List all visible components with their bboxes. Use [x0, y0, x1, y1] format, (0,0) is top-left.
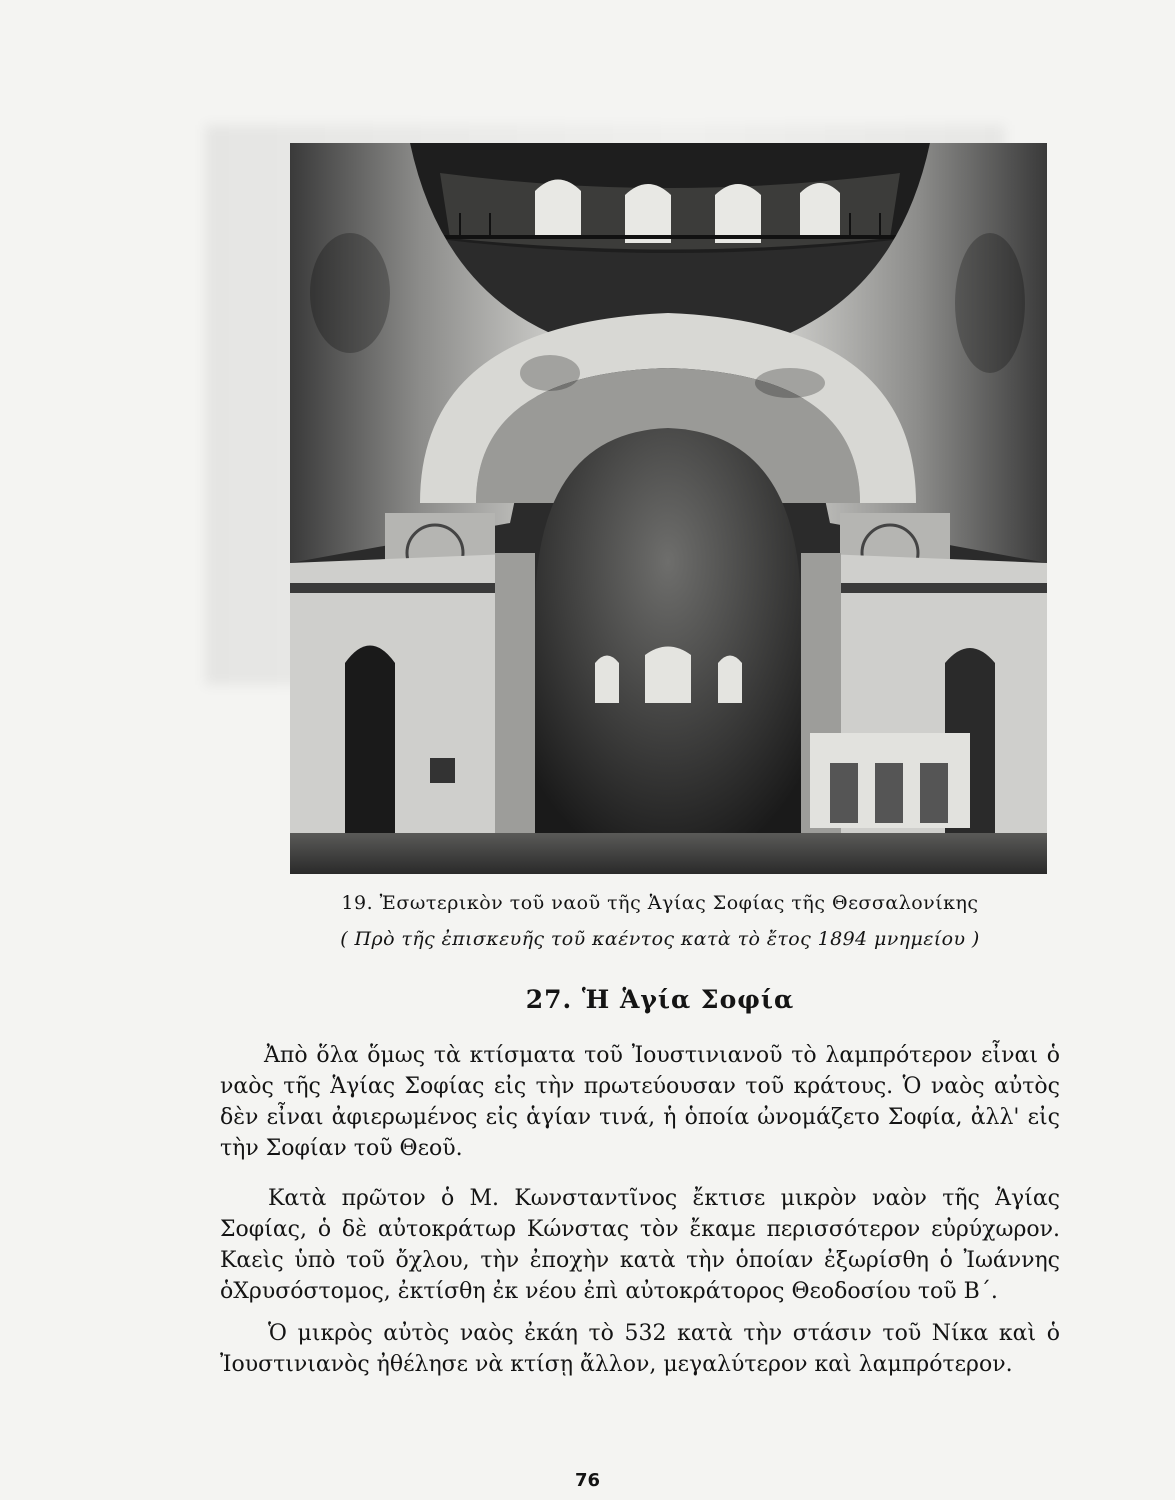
page-number: 76: [574, 1470, 601, 1491]
figure-caption-title: 19. Ἐσωτερικὸν τοῦ ναοῦ τῆς Ἁγίας Σοφίας τῆς Θεσσαλονίκης: [341, 892, 979, 914]
paragraph-2: Κατὰ πρῶτον ὁ Μ. Κωνσταντῖνος ἔκτισε μικρὸν ναὸν τῆς Ἁγίας Σοφίας, ὁ δὲ αὐτοκράτωρ Κώνστας τὸν ἔκαμε περισσότερον εὐρύχωρον. Καεὶς ὑπὸ τοῦ ὄχλου, τὴν ἐποχὴν κατὰ τὴν ὁποίαν ἐξωρίσθη ὁ Ἰωάννης ὁΧρυσόστομος, ἐκτίσθη ἐκ νέου ἐπὶ αὐτοκράτορος Θεοδοσίου τοῦ Β΄.: [220, 1186, 1060, 1304]
paragraph-1: Ἀπὸ ὅλα ὅμως τὰ κτίσματα τοῦ Ἰουστινιανοῦ τὸ λαμπρότερον εἶναι ὁ ναὸς τῆς Ἁγίας Σοφίας εἰς τὴν πρωτεύουσαν τοῦ κράτους. Ὁ ναὸς αὐτὸς δὲν εἶναι ἀφιερωμένος εἰς ἁγίαν τινά, ἡ ὁποία ὠνομάζετο Σοφία, ἀλλ' εἰς τὴν Σοφίαν τοῦ Θεοῦ.: [220, 1043, 1060, 1161]
church-interior-photo: [290, 143, 1047, 874]
paragraph-3: Ὁ μικρὸς αὐτὸς ναὸς ἐκάη τὸ 532 κατὰ τὴν στάσιν τοῦ Νίκα καὶ ὁ Ἰουστινιανὸς ἠθέλησε νὰ κτίσῃ ἄλλον, μεγαλύτερον καὶ λαμπρότερον.: [220, 1321, 1060, 1377]
figure-caption-subtitle: ( Πρὸ τῆς ἐπισκευῆς τοῦ καέντος κατὰ τὸ ἔτος 1894 μνημείου ): [340, 928, 980, 950]
section-heading: 27. Ἡ Ἁγία Σοφία: [525, 985, 795, 1014]
